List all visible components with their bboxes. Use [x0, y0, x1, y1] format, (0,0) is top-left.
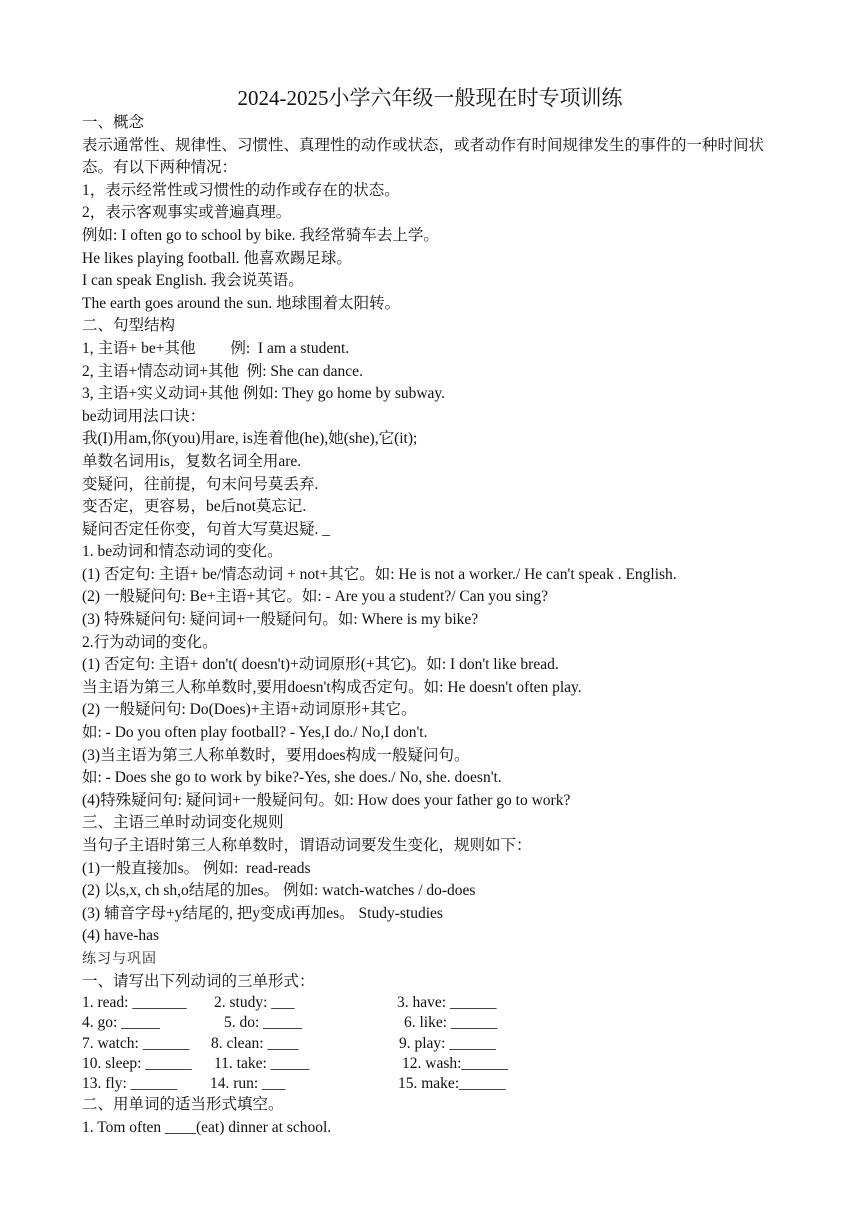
- exercise-item: 4. go: _____: [82, 1014, 160, 1032]
- exercise-2-heading: 二、用单词的适当形式填空。: [82, 1096, 284, 1114]
- rhyme-line: 疑问否定任你变，句首大写莫迟疑. _: [82, 520, 331, 538]
- example-line: The earth goes around the sun. 地球围着太阳转。: [82, 294, 401, 312]
- exercise-item: 3. have: ______: [397, 994, 497, 1012]
- text-line: 如: - Do you often play football? - Yes,I do./ No,I don't.: [82, 724, 428, 742]
- document-title: 2024-2025小学六年级一般现在时专项训练: [237, 86, 623, 110]
- text-line: 2, 主语+情态动词+其他 例: She can dance.: [82, 362, 363, 380]
- exercise-item: 13. fly: ______: [82, 1074, 178, 1092]
- text-line: (1) 否定句: 主语+ be/情态动词 + not+其它。如: He is not a worker./ He can't speak . English.: [82, 565, 677, 583]
- exercise-row: [82, 1054, 782, 1074]
- example-line: I can speak English. 我会说英语。: [82, 272, 304, 290]
- example-line: 例如: I often go to school by bike. 我经常骑车去上学。: [82, 226, 439, 244]
- exercise-item: 8. clean: ____: [211, 1034, 299, 1052]
- text-line: 当主语为第三人称单数时,要用doesn't构成否定句。如: He doesn't often play.: [82, 678, 582, 696]
- text-line: 1, 主语+ be+其他 例: I am a student.: [82, 339, 350, 357]
- paragraph-definition: 表示通常性、规律性、习惯性、真理性的动作或状态，或者动作有时间规律发生的事件的一种时间状态。有以下两种情况：: [82, 136, 765, 177]
- exercise-item: 11. take: _____: [214, 1054, 310, 1072]
- rule-line: (3) 辅音字母+y结尾的, 把y变成i再加es。 Study-studies: [82, 904, 443, 922]
- exercise-item: 2. study: ___: [214, 994, 295, 1012]
- text-line: 如: - Does she go to work by bike?-Yes, she does./ No, she. doesn't.: [82, 769, 502, 787]
- exercise-item: 10. sleep: ______: [82, 1054, 192, 1072]
- text-line: (3)当主语为第三人称单数时，要用does构成一般疑问句。: [82, 746, 470, 764]
- text-line: be动词用法口诀：: [82, 407, 206, 425]
- rule-line: (1)一般直接加s。 例如: read-reads: [82, 859, 311, 877]
- example-line: He likes playing football. 他喜欢踢足球。: [82, 249, 352, 267]
- exercise-1-grid: [82, 993, 782, 1094]
- rhyme-line: 单数名词用is，复数名词全用are.: [82, 452, 302, 470]
- exercise-row: [82, 1013, 782, 1033]
- section-heading-structure: 二、句型结构: [82, 317, 176, 335]
- rhyme-line: 变疑问，往前提，句末问号莫丢弃.: [82, 475, 319, 493]
- section-heading-concept: 一、概念: [82, 114, 145, 131]
- text-line: (2) 一般疑问句: Do(Does)+主语+动词原形+其它。: [82, 701, 417, 719]
- exercise-row: [82, 1074, 782, 1094]
- rhyme-line: 变否定，更容易，be后not莫忘记.: [82, 498, 307, 516]
- exercise-row: [82, 993, 782, 1013]
- text-line: (4)特殊疑问句: 疑问词+一般疑问句。如: How does your father go to work?: [82, 791, 571, 809]
- rhyme-line: 我(I)用am,你(you)用are, is连着他(he),她(she),它(it);: [82, 430, 418, 448]
- text-line: (1) 否定句: 主语+ don't( doesn't)+动词原形(+其它)。如: I don't like bread.: [82, 656, 559, 674]
- exercise-row: [82, 1034, 782, 1054]
- exercise-item: 15. make:______: [398, 1074, 506, 1092]
- text-line: 1，表示经常性或习惯性的动作或存在的状态。: [82, 181, 400, 199]
- section-heading-rules: 三、主语三单时动词变化规则: [82, 814, 284, 832]
- text-line: 2.行为动词的变化。: [82, 633, 218, 651]
- rule-line: (2) 以s,x, ch sh,o结尾的加es。 例如: watch-watches / do-does: [82, 882, 476, 900]
- exercise-item: 5. do: _____: [224, 1014, 302, 1032]
- document-body: [82, 112, 782, 1139]
- exercise-item: 6. like: ______: [404, 1014, 498, 1032]
- exercise-item: 14. run: ___: [210, 1074, 286, 1092]
- text-line: 2，表示客观事实或普遍真理。: [82, 204, 292, 222]
- exercise-2-item: 1. Tom often ____(eat) dinner at school.: [82, 1118, 332, 1136]
- exercise-item: 12. wash:______: [402, 1054, 508, 1072]
- exercise-1-heading: 一、请写出下列动词的三单形式：: [82, 972, 315, 990]
- text-line: (2) 一般疑问句: Be+主语+其它。如: - Are you a student?/ Can you sing?: [82, 588, 549, 606]
- exercise-item: 9. play: ______: [399, 1034, 496, 1052]
- text-line: (3) 特殊疑问句: 疑问词+一般疑问句。如: Where is my bike?: [82, 611, 479, 629]
- text-line: 当句子主语时第三人称单数时，谓语动词要发生变化，规则如下：: [82, 837, 532, 854]
- exercise-item: 1. read: _______: [82, 994, 187, 1012]
- text-line: 3, 主语+实义动词+其他 例如: They go home by subway.: [82, 385, 446, 403]
- exercise-item: 7. watch: ______: [82, 1034, 190, 1052]
- practice-heading: 练习与巩固: [82, 950, 157, 967]
- rule-line: (4) have-has: [82, 927, 160, 945]
- text-line: 1. be动词和情态动词的变化。: [82, 543, 283, 561]
